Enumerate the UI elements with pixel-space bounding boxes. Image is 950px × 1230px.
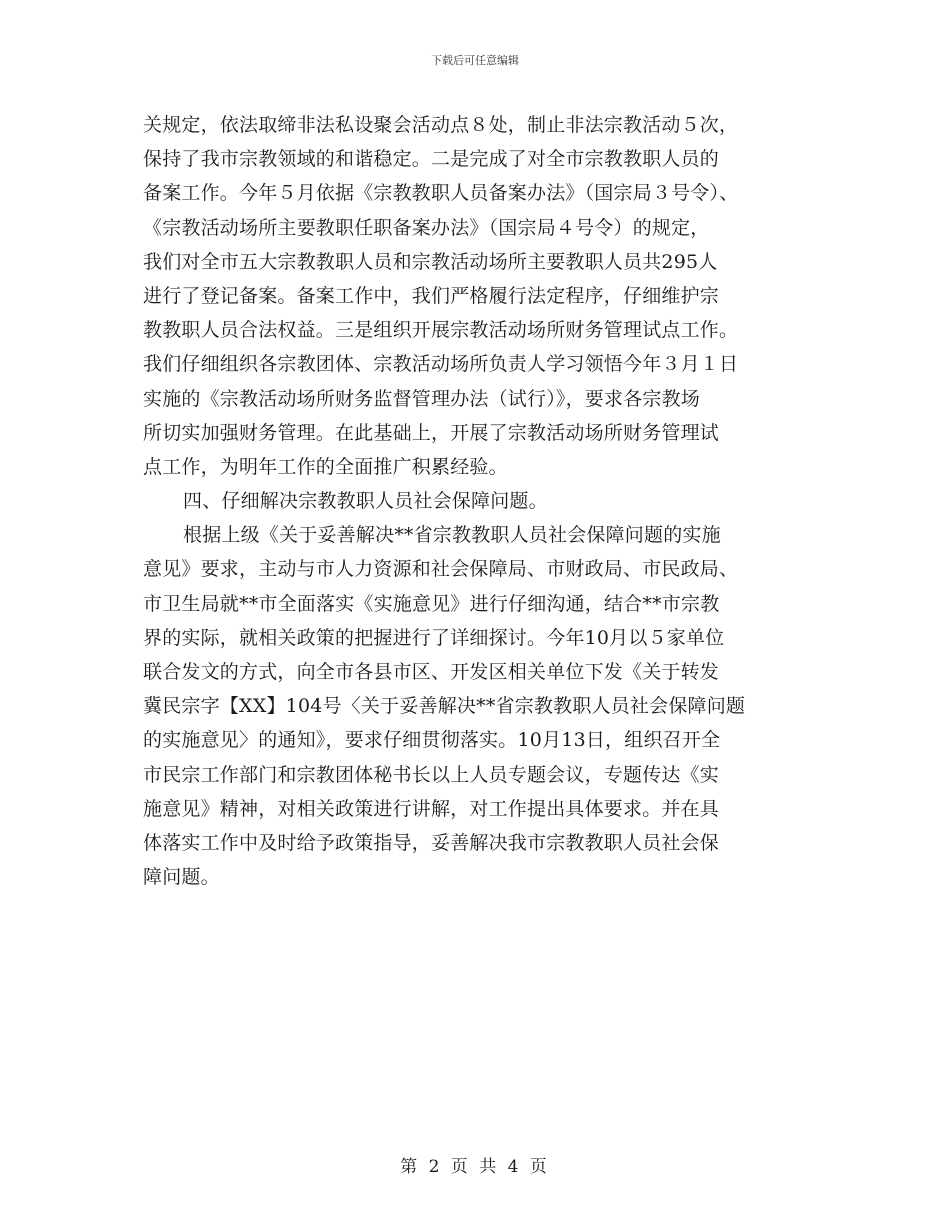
body-line: 实施的《宗教活动场所财务监督管理办法（试行）》，要求各宗教场 [143,387,701,410]
body-line: 教教职人员合法权益。三是组织开展宗教活动场所财务管理试点工作。 [143,319,739,342]
body-line: 的实施意见〉的通知》，要求仔细贯彻落实。10月13日，组织召开全 [143,729,721,752]
body-line: 施意见》精神，对相关政策进行讲解，对工作提出具体要求。并在具 [143,797,720,820]
body-line: 《宗教活动场所主要教职任职备案办法》（国宗局４号令）的规定， [143,216,710,239]
body-line: 体落实工作中及时给予政策指导，妥善解决我市宗教教职人员社会保 [143,831,720,854]
body-line: 市卫生局就**市全面落实《实施意见》进行仔细沟通，结合**市宗教 [143,592,720,615]
body-line: 保持了我市宗教领域的和谐稳定。二是完成了对全市宗教教职人员的 [143,148,720,171]
body-line: 四、仔细解决宗教教职人员社会保障问题。 [183,490,548,513]
document-body [143,108,813,894]
page-header: 下载后可任意编辑 [431,54,519,67]
body-line: 关规定，依法取缔非法私设聚会活动点８处，制止非法宗教活动５次， [143,114,739,136]
body-line: 点工作，为明年工作的全面推广积累经验。 [143,455,508,478]
body-line: 所切实加强财务管理。在此基础上，开展了宗教活动场所财务管理试 [143,421,720,444]
body-line: 意见》要求，主动与市人力资源和社会保障局、市财政局、市民政局、 [143,558,739,581]
body-line: 备案工作。今年５月依据《宗教教职人员备案办法》（国宗局３号令）、 [143,182,739,205]
body-line: 我们对全市五大宗教教职人员和宗教活动场所主要教职人员共295人 [143,250,718,273]
body-line: 障问题。 [143,866,220,889]
body-line: 根据上级《关于妥善解决**省宗教教职人员社会保障问题的实施 [183,524,721,547]
body-line: 冀民宗字【XX】104号〈关于妥善解决**省宗教教职人员社会保障问题 [143,695,746,718]
body-line: 我们仔细组织各宗教团体、宗教活动场所负责人学习领悟今年３月１日 [143,353,739,376]
body-line: 联合发文的方式，向全市各县市区、开发区相关单位下发《关于转发 [143,661,720,683]
body-line: 界的实际，就相关政策的把握进行了详细探讨。今年10月以５家单位 [143,626,725,649]
page-footer: 第 2 页 共 4 页 [400,1157,550,1177]
body-line: 进行了登记备案。备案工作中，我们严格履行法定程序，仔细维护宗 [143,284,720,307]
body-line: 市民宗工作部门和宗教团体秘书长以上人员专题会议，专题传达《实 [143,763,720,786]
